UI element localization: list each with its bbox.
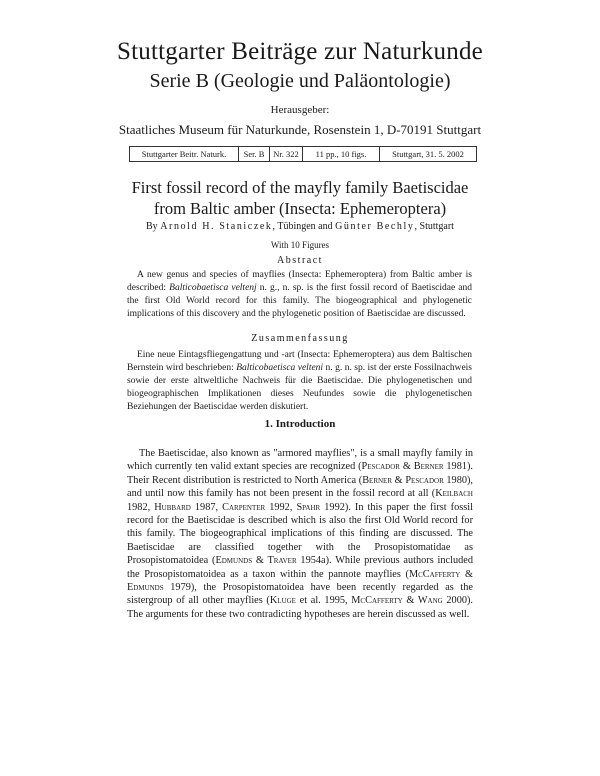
taxon-name-de: Balticobaetisca velteni <box>236 363 324 373</box>
citation-author: Edmunds & Traver <box>215 555 297 567</box>
taxon-name: Balticobaetisca veltenj <box>169 283 257 293</box>
affiliation-1: , Tübingen and <box>272 221 333 232</box>
citation-info-box <box>129 146 477 162</box>
citation-author: Kluge <box>269 595 296 607</box>
zusammenfassung-heading: Zusammenfassung <box>251 333 349 344</box>
info-pages: 11 pp., 10 figs. <box>303 147 380 161</box>
journal-series: Serie B (Geologie und Paläontologie) <box>149 70 451 92</box>
introduction-paragraph: The Baetiscidae, also known as "armored mayflies", is a small mayfly family in which currently ten valid extant species are recognized (Pescador & Berner 1981). Their Recent distribution is restricted to North America (Berner & Pescador 1980), and until now this family has not been present in the fossil record at all (Keilbach 1982, Hubbard 1987, Carpenter 1992, Spahr 1992). In this paper the first fossil record for the Baetiscidae is described which is also the first Old World record for this family. The biogeographical implications of this finding are discussed. The Baetiscidae are classified together with the Prosopistomatidae as Prosopistomatoidea (Edmunds & Traver 1954a). While previous authors included the Prosopistomatoidea as a taxon within the pannote mayflies (McCafferty & Edmunds 1979), the Prosopistomatoidea have been recently regarded as the sistergroup of all other mayflies (Kluge et al. 1995, McCafferty & Wang 2000). The arguments for these two contradicting hypotheses are herein discussed as well. <box>127 448 474 620</box>
citation-author: Carpenter <box>222 501 266 513</box>
citation-author: Berner & Pescador <box>362 474 444 486</box>
citation-author: Hubbard <box>154 501 191 513</box>
info-journal-abbrev: Stuttgarter Beitr. Naturk. <box>130 147 239 161</box>
citation-author: Spahr <box>296 501 321 513</box>
journal-title: Stuttgarter Beiträge zur Naturkunde <box>117 38 483 65</box>
editor-label: Herausgeber: <box>270 104 330 116</box>
info-series: Ser. B <box>239 147 270 161</box>
by-label: By <box>146 221 158 232</box>
article-title <box>0 177 600 219</box>
article-title-line-2: from Baltic amber (Insecta: Ephemeroptera) <box>153 199 447 218</box>
figure-count: With 10 Figures <box>270 240 330 250</box>
abstract-text: A new genus and species of mayflies (Insecta: Ephemeroptera) from Baltic amber is described: Balticobaetisca veltenj n. g., n. sp. is the first fossil record of Baetiscidae and the first Old World record for this family. The biogeographical and phylogenetic implications of this discovery and the phylogenetic position of Baetiscidae are discussed. <box>127 270 472 319</box>
author-staniczek: Arnold H. Staniczek <box>160 221 273 232</box>
citation-author: Pescador & Berner <box>361 461 444 473</box>
citation-author: McCafferty & Wang <box>351 595 443 607</box>
affiliation-2: , Stuttgart <box>414 221 454 232</box>
section-heading-introduction: 1. Introduction <box>264 418 336 430</box>
info-number: Nr. 322 <box>270 147 303 161</box>
author-bechly: Günter Bechly <box>335 221 415 232</box>
publisher-address: Staatliches Museum für Naturkunde, Rosenstein 1, D-70191 Stuttgart <box>118 122 482 137</box>
citation-author: Keilbach <box>435 488 473 500</box>
citation-author: McCafferty & Edmunds <box>127 568 473 594</box>
abstract-heading: Abstract <box>277 255 323 266</box>
zusammenfassung-text: Eine neue Eintagsfliegengattung und -art (Insecta: Ephemeroptera) aus dem Baltischen Bernstein wird beschrieben: Balticobaetisca velteni n. g. n. sp. ist der erste Fossilnachweis sowie der erste altweltliche Nachweis für die Baetiscidae. Die phylogenetischen und biogeographischen Implikationen dieses Neufundes sowie die phylogenetischen Beziehungen der Baetiscidae werden diskutiert. <box>127 350 473 412</box>
author-line <box>0 221 600 232</box>
article-title-line-1: First fossil record of the mayfly family Baetiscidae <box>131 178 469 197</box>
info-date: Stuttgart, 31. 5. 2002 <box>392 149 464 159</box>
